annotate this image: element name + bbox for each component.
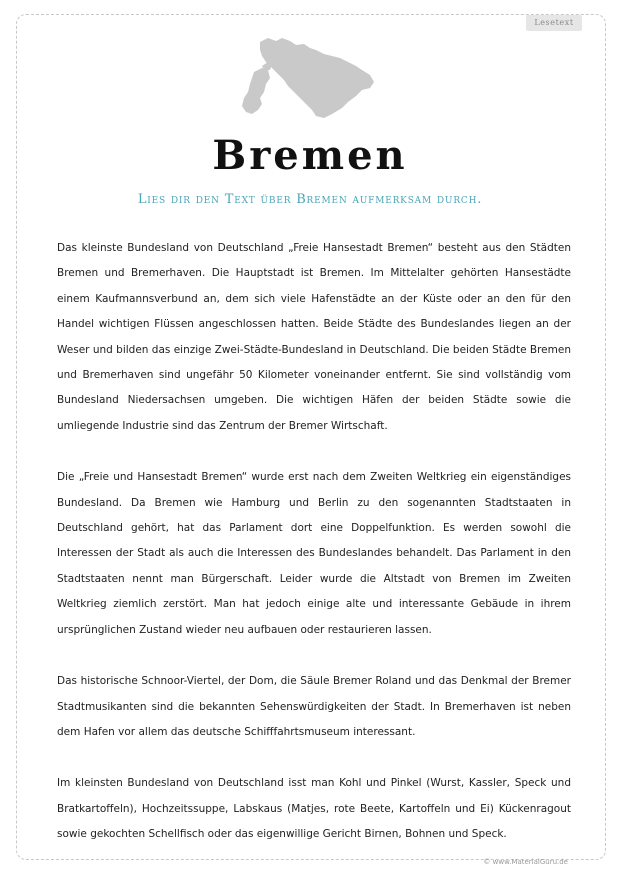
paragraph: Die „Freie und Hansestadt Bremen“ wurde erst nach dem Zweiten Weltkrieg ein eigenständiges Bundesland. Da Bremen wie Hamburg und Berlin zu den sogenannten Stadtstaaten in Deutschland gehört, hat das Parlament dort eine Doppelfunktion. Es werden sowohl die Interessen der Stadt als auch die Interessen des Bundeslandes behandelt. Das Parlament in den Stadtstaaten nennt man Bürgerschaft. Leider wurde die Altstadt von Bremen im Zweiten Weltkrieg ziemlich zerstört. Man hat jedoch einige alte und interessante Gebäude in ihrem ursprünglichen Zustand wieder neu aufbauen oder restaurieren lassen. [57,471,571,636]
reading-text [57,236,571,874]
bremen-map-icon [232,32,392,120]
instruction-subtitle: Lies dir den Text über Bremen aufmerksam durch. [137,192,483,207]
worksheet-type-tag: Lesetext [526,15,582,31]
copyright-footer: © www.MaterialGuru.de [483,858,568,866]
paragraph: Das historische Schnoor-Viertel, der Dom, die Säule Bremer Roland und das Denkmal der Bremer Stadtmusikanten sind die bekannten Sehenswürdigkeiten der Stadt. In Bremerhaven ist neben dem Hafen vor allem das deutsche Schifffahrtsmuseum interessant. [57,675,571,738]
page-title: Bremen [212,132,408,179]
paragraph: Das kleinste Bundesland von Deutschland „Freie Hansestadt Bremen“ besteht aus den Städten Bremen und Bremerhaven. Die Hauptstadt ist Bremen. Im Mittelalter gehörten Hansestädte einem Kaufmannsverbund an, dem sich viele Hafenstädte an der Küste oder an den für den Handel wichtigen Flüssen angeschlossen hatten. Beide Städte des Bundeslandes liegen an der Weser und bilden das einzige Zwei-Städte-Bundesland in Deutschland. Die beiden Städte Bremen und Bremerhaven sind ungefähr 50 Kilometer voneinander entfernt. Sie sind vollständig vom Bundesland Niedersachsen umgeben. Die wichtigen Häfen der beiden Städte sowie die umliegende Industrie sind das Zentrum der Bremer Wirtschaft. [57,242,571,432]
paragraph: Im kleinsten Bundesland von Deutschland isst man Kohl und Pinkel (Wurst, Kassler, Speck und Bratkartoffeln), Hochzeitssuppe, Labskaus (Matjes, rote Beete, Kartoffeln und Ei) Kückenragout sowie gekochten Schellfisch oder das eigenwillige Gericht Birnen, Bohnen und Speck. [57,777,571,841]
